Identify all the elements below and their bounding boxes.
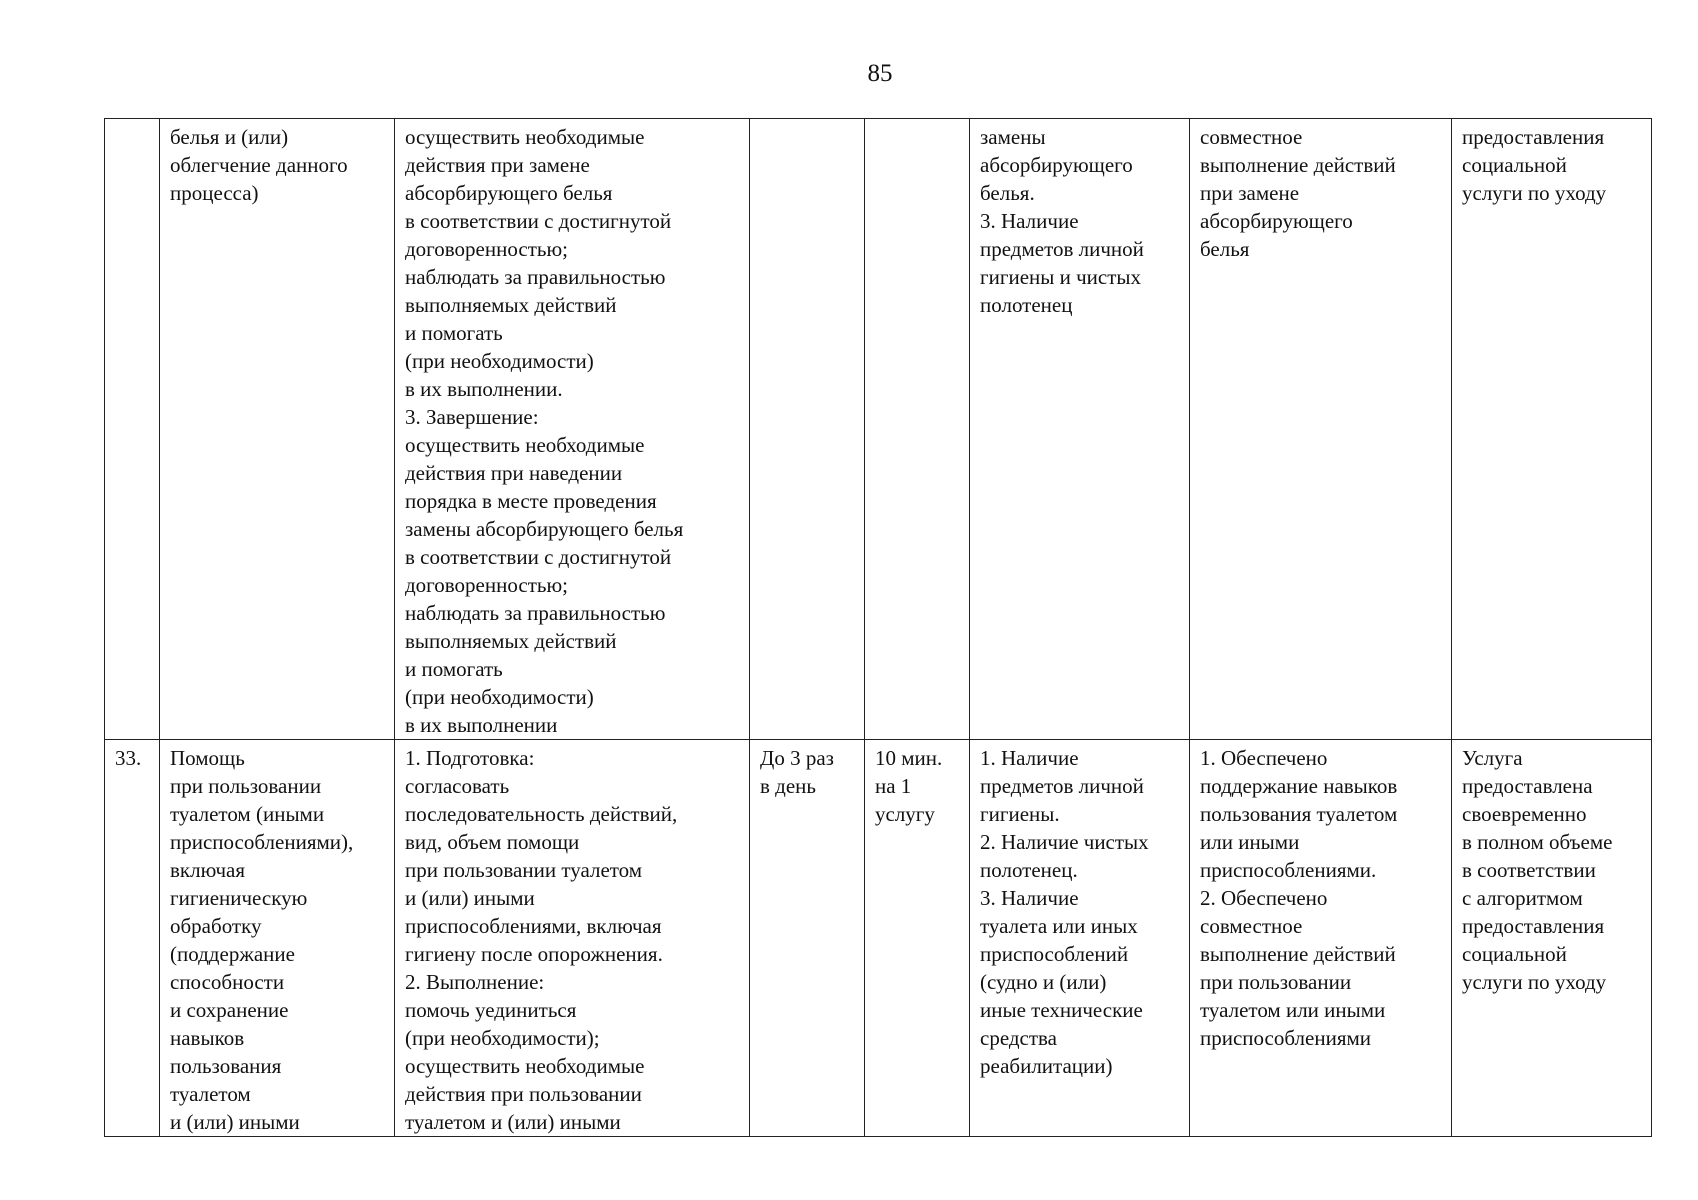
conditions-cell: 1. Наличие предметов личной гигиены. 2. Наличие чистых полотенец. 3. Наличие туалета или иных приспособлений (судно и (или) иные технические средства реабилитации) bbox=[970, 740, 1190, 1137]
quality-cell: предоставления социальной услуги по уходу bbox=[1452, 119, 1652, 740]
conditions-cell: замены абсорбирующего белья. 3. Наличие предметов личной гигиены и чистых полотенец bbox=[970, 119, 1190, 740]
frequency-cell bbox=[750, 119, 865, 740]
service-content-cell: осуществить необходимые действия при замене абсорбирующего белья в соответствии с достигнутой договоренностью; наблюдать за правильностью выполняемых действий и помогать (при необходимости) в их выполнении. 3. Завершение: осуществить необходимые действия при наведении порядка в месте проведения замены абсорбирующего белья в соответствии с достигнутой договоренностью; наблюдать за правильностью выполняемых действий и помогать (при необходимости) в их выполнении bbox=[395, 119, 750, 740]
duration-cell bbox=[865, 119, 970, 740]
results-cell: 1. Обеспечено поддержание навыков пользования туалетом или иными приспособлениями. 2. Обеспечено совместное выполнение действий при пользовании туалетом или иными приспособлениями bbox=[1190, 740, 1452, 1137]
services-table bbox=[104, 118, 1652, 1137]
service-name-cell: белья и (или) облегчение данного процесса) bbox=[160, 119, 395, 740]
page-number: 85 bbox=[867, 60, 893, 87]
results-cell: совместное выполнение действий при замене абсорбирующего белья bbox=[1190, 119, 1452, 740]
duration-cell: 10 мин. на 1 услугу bbox=[865, 740, 970, 1137]
service-name-cell: Помощь при пользовании туалетом (иными приспособлениями), включая гигиеническую обработку (поддержание способности и сохранение навыков пользования туалетом и (или) иными bbox=[160, 740, 395, 1137]
service-content-cell: 1. Подготовка: согласовать последовательность действий, вид, объем помощи при пользовании туалетом и (или) иными приспособлениями, включая гигиену после опорожнения. 2. Выполнение: помочь уединиться (при необходимости); осуществить необходимые действия при пользовании туалетом и (или) иными bbox=[395, 740, 750, 1137]
table-row bbox=[105, 119, 1652, 740]
quality-cell: Услуга предоставлена своевременно в полном объеме в соответствии с алгоритмом предоставления социальной услуги по уходу bbox=[1452, 740, 1652, 1137]
row-number-cell bbox=[105, 119, 160, 740]
row-number-cell: 33. bbox=[105, 740, 160, 1137]
table-row bbox=[105, 740, 1652, 1137]
frequency-cell: До 3 раз в день bbox=[750, 740, 865, 1137]
